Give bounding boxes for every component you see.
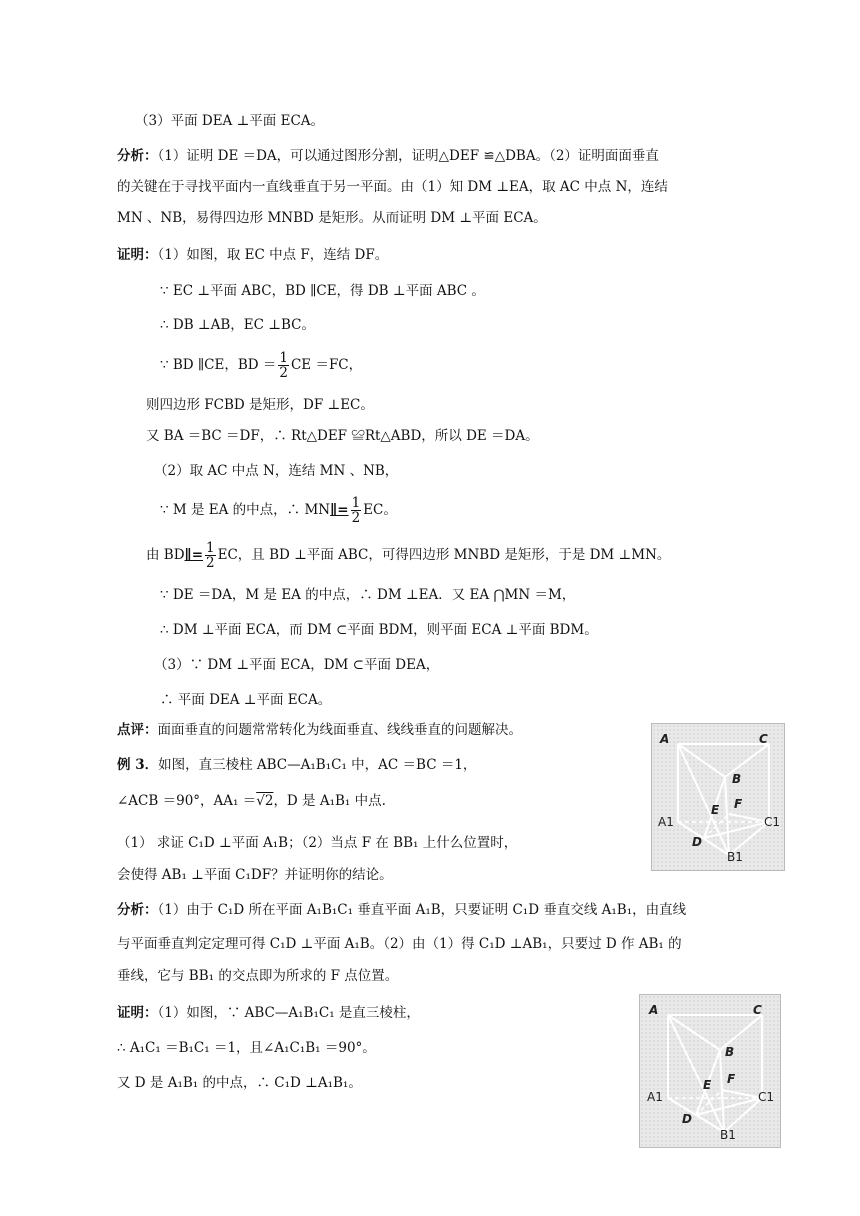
line-28: 又 D 是 A₁B₁ 的中点，∴ C₁D ⊥A₁B₁。 [117, 1075, 362, 1091]
analysis-label-2: 分析： [117, 902, 158, 918]
line-20-a: ∠ACB ＝90°，AA₁ ＝ [117, 793, 257, 809]
label-C: C [759, 732, 768, 746]
line-13 [146, 540, 670, 570]
parallel-equal-symbol: ∥= [330, 502, 349, 518]
label-D: D [692, 835, 702, 849]
line-11: （2）取 AC 中点 N，连结 MN 、NB， [154, 463, 399, 479]
label-A1: A1 [647, 1090, 663, 1104]
label-B1: B1 [727, 850, 743, 864]
fraction-numerator: 1 [279, 350, 288, 366]
label-F: F [734, 797, 743, 811]
line-19-text: 如图，直三棱柱 ABC—A₁B₁C₁ 中，AC ＝BC ＝1， [158, 757, 477, 773]
line-02 [117, 146, 659, 166]
line-13-a: 由 BD [146, 547, 185, 563]
proof-label: 证明： [117, 247, 158, 263]
fraction-numerator: 1 [351, 495, 361, 511]
label-C1: C1 [758, 1090, 775, 1104]
label-C1: C1 [764, 815, 781, 829]
fraction-denominator: 2 [351, 510, 361, 526]
label-B: B [732, 772, 742, 786]
line-23 [117, 900, 686, 920]
line-08-a: ∵ BD ∥CE，BD ＝ [160, 357, 277, 373]
line-17: ∴ 平面 DEA ⊥平面 ECA。 [160, 692, 332, 708]
line-12-b: EC。 [363, 502, 397, 518]
comment-label: 点评： [117, 722, 158, 738]
line-20-b: ，D 是 A₁B₁ 中点. [273, 793, 386, 809]
label-A: A [649, 1003, 659, 1017]
fraction-denominator: 2 [279, 365, 288, 381]
line-12 [160, 495, 397, 525]
line-08 [160, 350, 362, 380]
line-21: （1） 求证 C₁D ⊥平面 A₁B；（2）当点 F 在 BB₁ 上什么位置时， [117, 835, 518, 851]
label-A1: A1 [658, 815, 674, 829]
line-02-text: （1）证明 DE ＝DA，可以通过图形分割，证明△DEF ≌△DBA。（2）证明面面垂直 [157, 148, 659, 164]
line-08-b: CE ＝FC， [290, 357, 363, 373]
line-25: 垂线，它与 BB₁ 的交点即为所求的 F 点位置。 [117, 968, 399, 984]
line-23-text: （1）由于 C₁D 所在平面 A₁B₁C₁ 垂直平面 A₁B，只要证明 C₁D 垂直交线 A₁B₁，由直线 [157, 902, 687, 918]
prism-figure-2 [639, 994, 781, 1148]
prism-figure-1 [651, 723, 785, 871]
line-12-a: ∵ M 是 EA 的中点，∴ MN [160, 502, 331, 518]
line-07: ∴ DB ⊥AB，EC ⊥BC。 [160, 317, 315, 333]
line-04: MN 、NB，易得四边形 MNBD 是矩形。从而证明 DM ⊥平面 ECA。 [117, 210, 547, 226]
sqrt-two: √2 [256, 793, 274, 809]
line-05 [117, 245, 388, 265]
parallel-equal-symbol: ∥= [184, 547, 204, 563]
fraction-half-2 [351, 496, 362, 525]
analysis-label: 分析： [117, 148, 158, 164]
line-05-text: （1）如图，取 EC 中点 F，连结 DF。 [157, 247, 389, 263]
line-26-text: （1）如图，∵ ABC—A₁B₁C₁ 是直三棱柱， [157, 1005, 420, 1021]
line-16: （3）∵ DM ⊥平面 ECA，DM ⊂平面 DEA， [154, 657, 440, 673]
label-F: F [727, 1072, 736, 1086]
line-09: 则四边形 FCBD 是矩形，DF ⊥EC。 [146, 397, 374, 413]
fraction-numerator: 1 [206, 540, 215, 556]
label-A: A [660, 732, 670, 746]
line-15: ∴ DM ⊥平面 ECA，而 DM ⊂平面 BDM，则平面 ECA ⊥平面 BDM。 [160, 622, 598, 638]
fraction-denominator: 2 [206, 555, 215, 571]
line-26 [117, 1003, 420, 1023]
line-01: （3）平面 DEA ⊥平面 ECA。 [135, 113, 325, 129]
line-13-b: EC，且 BD ⊥平面 ABC，可得四边形 MNBD 是矩形，于是 DM ⊥MN。 [217, 547, 671, 563]
line-18-text: 面面垂直的问题常常转化为线面垂直、线线垂直的问题解决。 [157, 722, 522, 738]
line-14: ∵ DE ＝DA，M 是 EA 的中点，∴ DM ⊥EA．又 EA ⋂MN ＝M， [160, 587, 576, 603]
label-E: E [711, 803, 720, 817]
label-C: C [753, 1003, 762, 1017]
example-label: 例 3． [117, 757, 159, 773]
line-24: 与平面垂直判定定理可得 C₁D ⊥平面 A₁B。（2）由（1）得 C₁D ⊥AB₁，只要过 D 作 AB₁ 的 [117, 936, 682, 952]
line-18 [117, 720, 522, 740]
label-B1: B1 [720, 1128, 736, 1142]
label-D: D [682, 1112, 692, 1126]
line-03: 的关键在于寻找平面内一直线垂直于另一平面。由（1）知 DM ⊥EA，取 AC 中点 N，连结 [117, 179, 668, 195]
line-19 [117, 755, 476, 775]
prism-diagram-2 [640, 995, 780, 1147]
line-06: ∵ EC ⊥平面 ABC，BD ∥CE，得 DB ⊥平面 ABC 。 [160, 283, 485, 299]
line-20 [117, 788, 386, 814]
label-B: B [725, 1045, 735, 1059]
line-27: ∴ A₁C₁ ＝B₁C₁ ＝1，且∠A₁C₁B₁ ＝90°。 [117, 1040, 376, 1056]
fraction-half-3 [205, 541, 216, 570]
line-22: 会使得 AB₁ ⊥平面 C₁DF？并证明你的结论。 [117, 867, 393, 883]
line-10: 又 BA ＝BC ＝DF，∴ Rt△DEF ≌Rt△ABD，所以 DE ＝DA。 [146, 428, 539, 444]
label-E: E [703, 1078, 712, 1092]
proof-label-2: 证明： [117, 1005, 158, 1021]
fraction-half [278, 351, 289, 380]
